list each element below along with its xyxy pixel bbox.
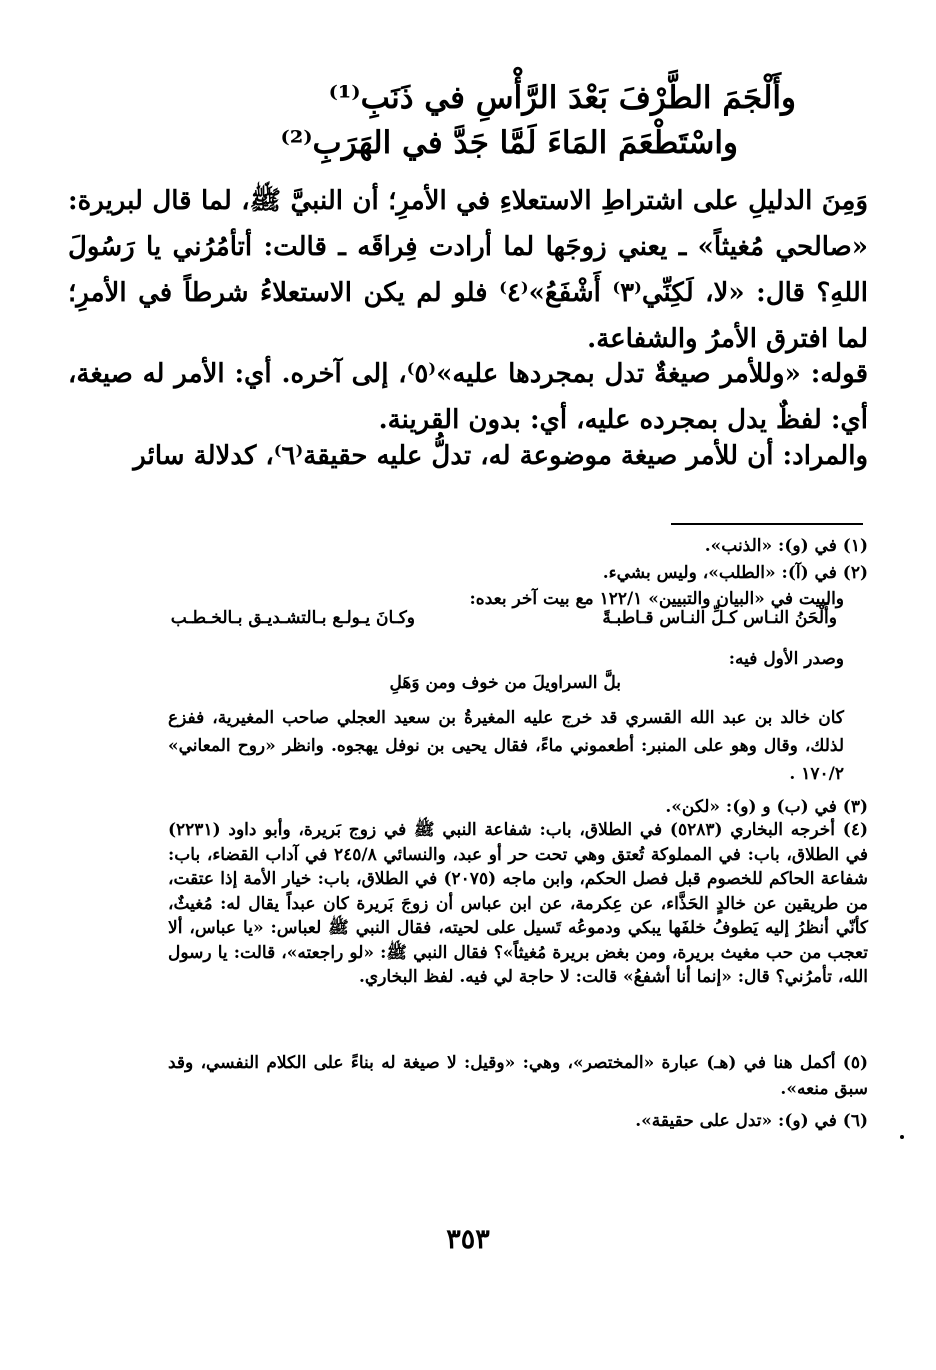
stray-dot-mark xyxy=(900,1135,904,1139)
footnote-4: (٤) أخرجه البخاري (٥٢٨٣) في الطلاق، باب: شفاعة النبي ﷺ في زوج بَريرة، وأبو داود (٢٢٣١) في الطلاق، باب: في المملوكة تُعتق وهي تحت حر أو عبد، والنسائي ٢٤٥/٨ في آداب القضاء، باب: شفاعة الحاكم للخصوم قبل فصل الحكم، وابن ماجه (٢٠٧٥) في الطلاق، باب: خيار الأمة إذا عتقت، من طريقين عن خالدٍ الحَذَّاء، عن عِكرمة، عن ابن عباس أن زوجَ بَريرة كان عبداً يقال له: مُغيثٌ، كأنّي أنظرُ إليه يَطوفُ خلفَها يبكي ودموعُه تَسيل على لحيته، فقال النبي ﷺ لعباس: «يا عباس، ألا تعجب من حب مغيث بريرة، ومن بغض بريرة مُغيثاً»؟ فقال النبي ﷺ: «لو راجعته»، قالت: يا رسول الله، تأمرُني؟ قال: «إنما أنا أشفعُ» قالت: لا حاجة لي فيه. لفظ البخاري. xyxy=(168,820,869,987)
footnote-1: (١) في (و): «الذنب». xyxy=(704,536,868,556)
footnote-6: (٦) في (و): «تدل على حقيقة». xyxy=(635,1111,868,1131)
footnote-3: (٣) في (ب) و (و): «لكن». xyxy=(665,797,868,817)
footnote-2-verse-second-half: وكـانَ يـولـع بـالتشـديـق بـالخـطـب xyxy=(170,608,415,628)
poem-verse-line-2: واسْتَطْعَمَ المَاءَ لَمَّا جَدَّ في الهَرَبِ⁽²⁾ xyxy=(280,125,738,161)
body-paragraph-2: قوله: «وللأمر صيغةٌ تدل بمجردها عليه»⁽٥⁾، إلى آخره. أي: الأمر له صيغة، أي: لفظٌ يدل بمجرده عليه، أي: بدون القرينة. xyxy=(68,359,869,435)
footnote-2-note-line: وصدر الأول فيه: xyxy=(728,649,844,669)
footnote-5: (٥) أكمل هنا في (هـ) عبارة «المختصر»، وهي: «وقيل: لا صيغة له بناءً على الكلام النفسي، وقد سبق منعه». xyxy=(168,1053,868,1099)
footnote-2-explanation: كان خالد بن عبد الله القسري قد خرج عليه المغيرةُ بن سعيد العجلي صاحب المغيرية، ففزع لذلك، وقال وهو على المنبر: أطعموني ماءً، فقال يحيى بن نوفل يهجوه. وانظر «روح المعاني» ١٧٠/٢ . xyxy=(168,708,844,784)
poem-verse-line-1: وأَلْجَمَ الطَّرْفَ بَعْدَ الرَّأْسِ في ذَنَبِ⁽¹⁾ xyxy=(328,80,796,116)
footnote-2: (٢) في (آ): «الطلب»، وليس بشيء. xyxy=(602,563,868,583)
footnote-2-source-line: والبيت في «البيان والتبيين» ١٢٢/١ مع بيت آخر بعده: xyxy=(469,589,844,609)
body-paragraph-1: وَمِنَ الدليلِ على اشتراطِ الاستعلاءِ في الأمرِ؛ أن النبيَّ ﷺ، لما قال لبريرة: «صالحي مُغيثاً» ـ يعني زوجَها لما أرادت فِراقَه ـ قالت: أتأمُرُني يا رَسُولَ اللهِ؟ قال: «لا، لَكِنِّي⁽٣⁾ أَشْفَعُ»⁽٤⁾ فلو لم يكن الاستعلاءُ شرطاً في الأمرِ؛ لما افترق الأمرُ والشفاعة. xyxy=(68,186,869,354)
page-number: ٣٥٣ xyxy=(446,1224,490,1255)
footnote-2-verse-first-half: وأَلْحَنُ النـاس كـلِّ النـاس قـاطبـةً xyxy=(602,608,837,628)
footnote-2-quoted-verse: بلَّ السراويلَ من خوف ومن وَهَلِ xyxy=(389,673,621,693)
body-paragraph-3: والمراد: أن للأمر صيغة موضوعة له، تدلُّ عليه حقيقة⁽٦⁾، كدلالة سائر xyxy=(133,441,868,471)
footnote-separator xyxy=(671,523,863,525)
